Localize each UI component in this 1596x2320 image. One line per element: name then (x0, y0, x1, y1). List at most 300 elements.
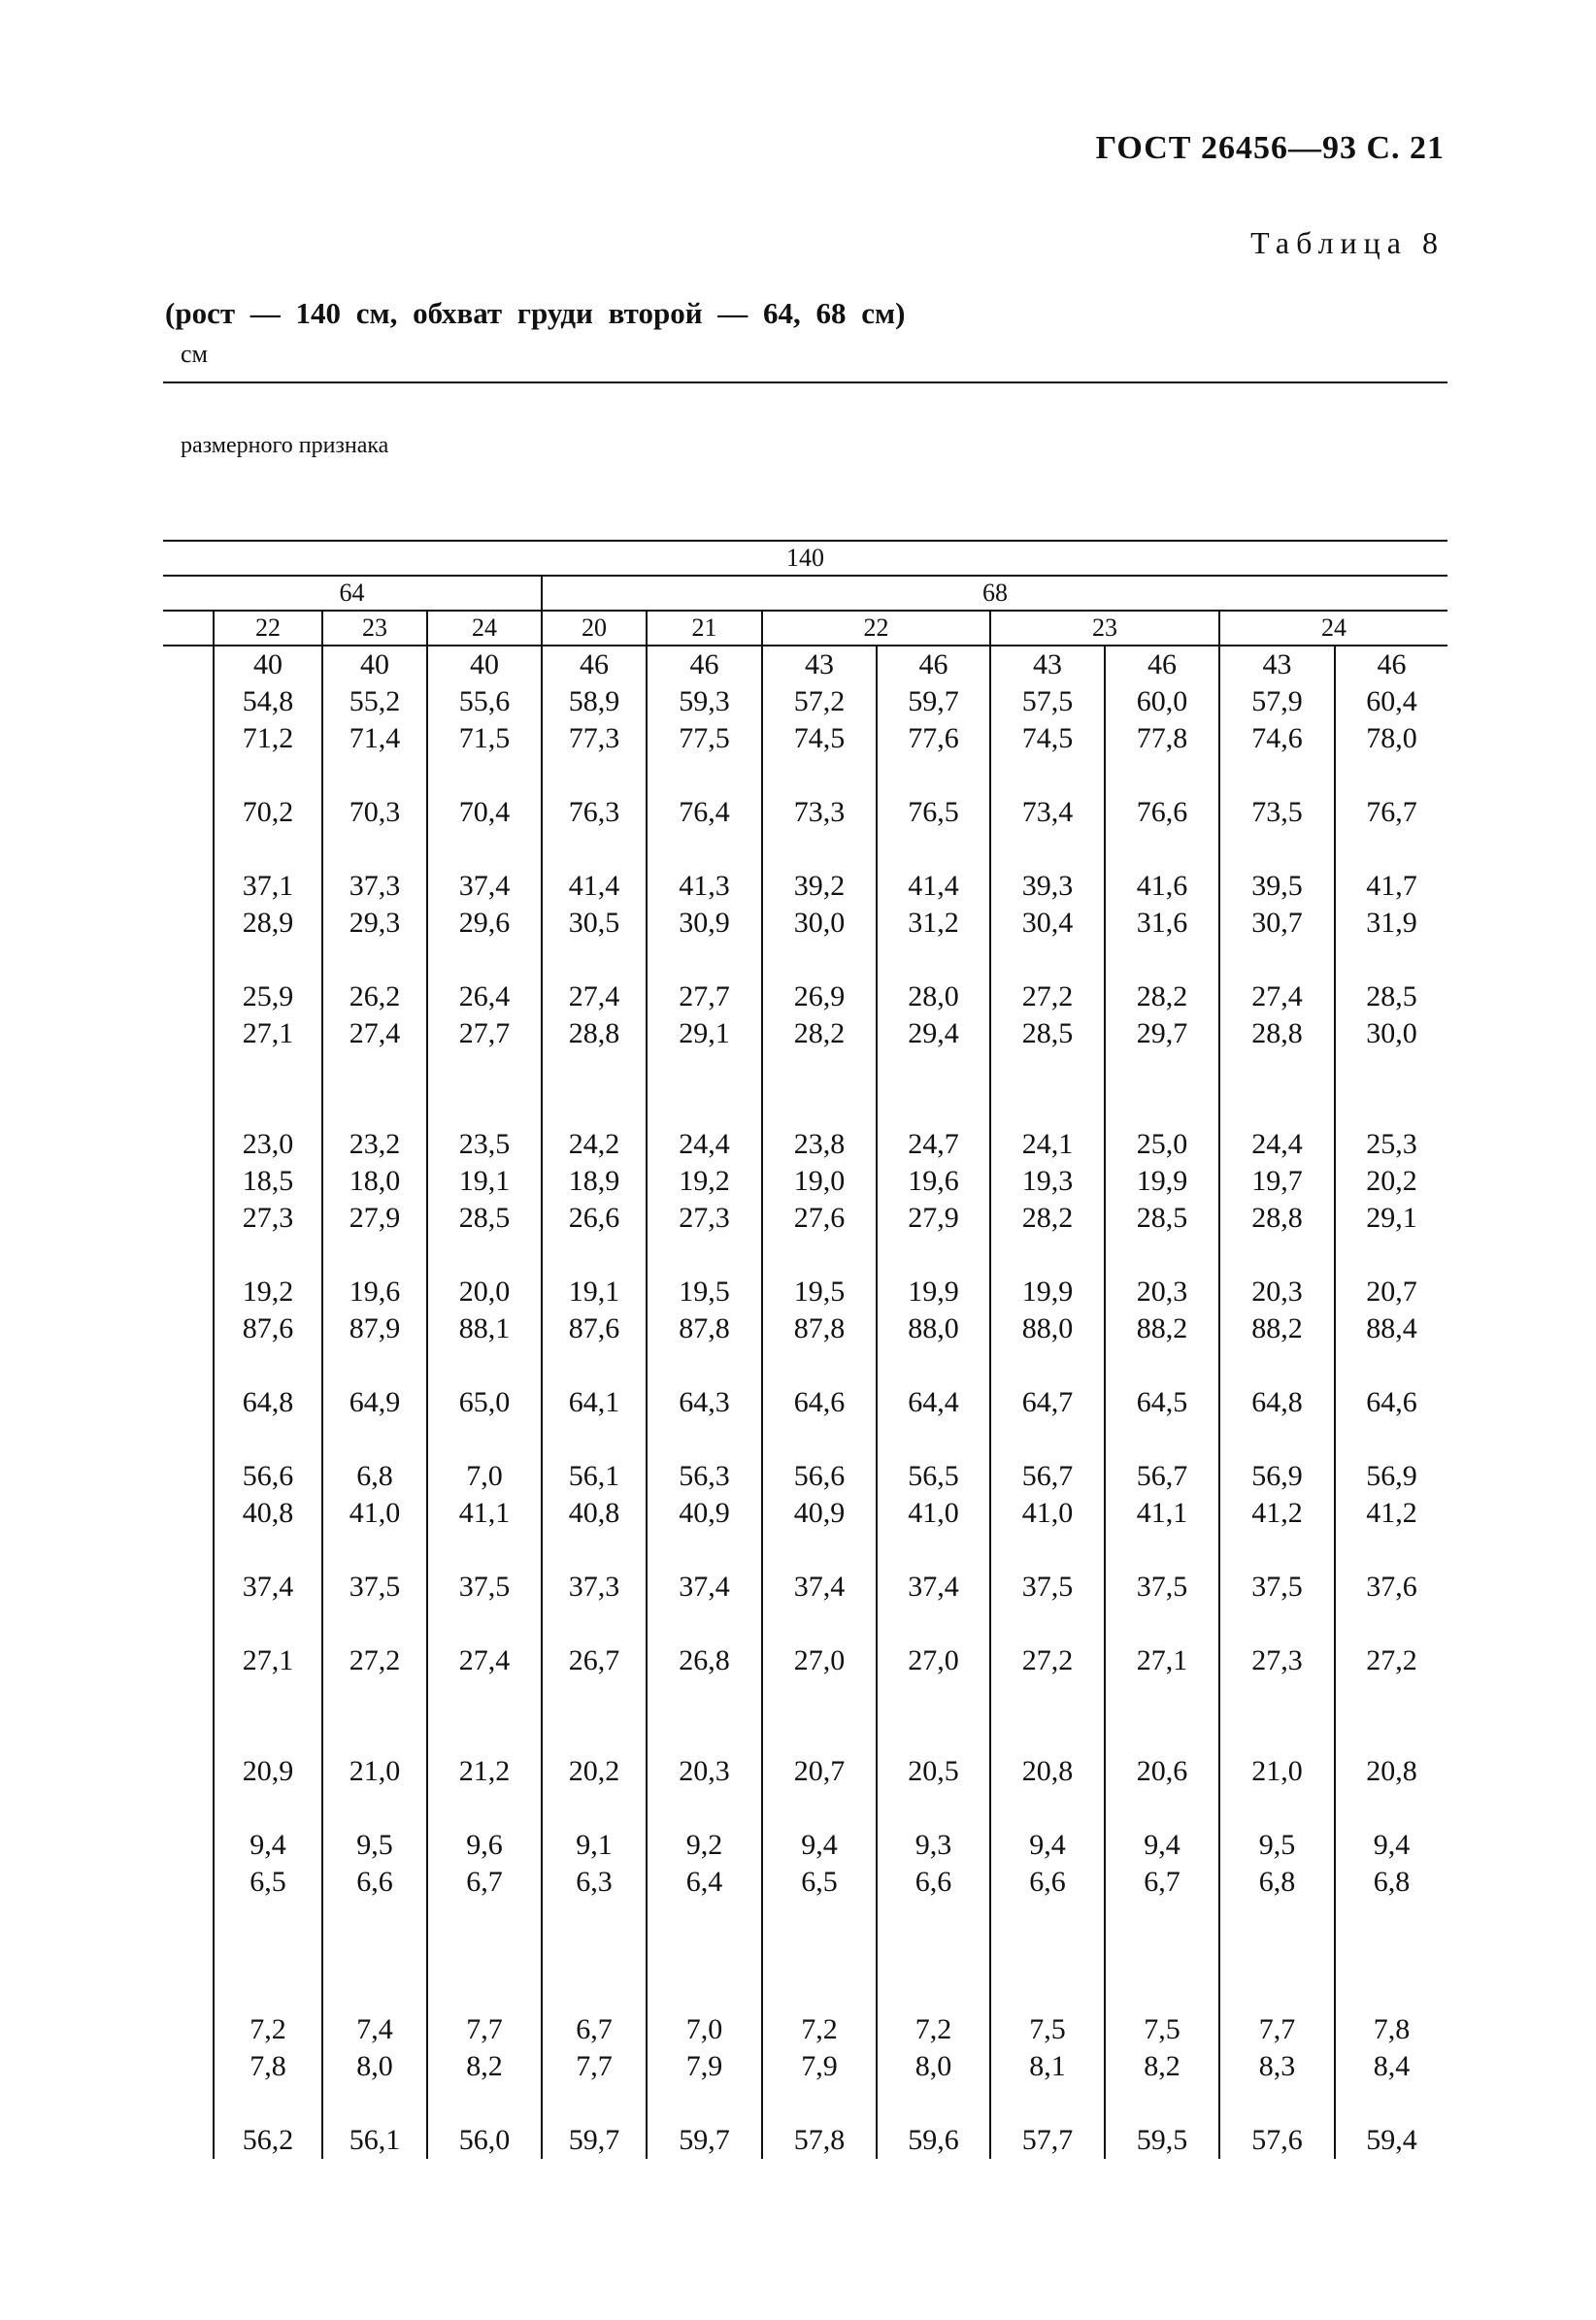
table-cell: 19,6 (877, 1163, 990, 1200)
table-cell (990, 1089, 1105, 1126)
indicator-cell (163, 1384, 214, 1421)
indicator-cell (163, 1606, 214, 1642)
table-cell (762, 1532, 877, 1569)
table-cell: 56,9 (1335, 1458, 1447, 1495)
indicator-cell (163, 1864, 214, 1901)
table-cell (427, 1606, 542, 1642)
table-cell: 73,3 (762, 794, 877, 831)
table-row (163, 1163, 1447, 1200)
table-cell: 37,3 (322, 868, 427, 905)
table-cell: 56,5 (877, 1458, 990, 1495)
table-cell (1105, 1938, 1219, 1974)
table-row (163, 1753, 1447, 1790)
table-cell: 6,8 (1335, 1864, 1447, 1901)
table-cell (1105, 1532, 1219, 1569)
table-cell: 20,2 (542, 1753, 647, 1790)
table-cell: 7,4 (322, 2011, 427, 2048)
table-cell (877, 1679, 990, 1716)
table-cell (322, 1901, 427, 1938)
table-cell (1219, 757, 1335, 794)
table-row (163, 868, 1447, 905)
table-cell: 27,6 (762, 1200, 877, 1237)
table-cell (1335, 1679, 1447, 1716)
table-cell: 37,4 (877, 1569, 990, 1606)
table-cell: 77,3 (542, 720, 647, 757)
table-spacer-row (163, 1089, 1447, 1126)
table-cell (1335, 757, 1447, 794)
table-cell: 7,9 (762, 2048, 877, 2085)
table-cell: 27,2 (322, 1642, 427, 1679)
table-cell: 7,0 (647, 2011, 762, 2048)
table-cell: 41,4 (877, 868, 990, 905)
table-cell: 46 (1335, 646, 1447, 683)
table-cell (1219, 1790, 1335, 1827)
table-cell: 28,8 (542, 1015, 647, 1052)
table-cell: 30,0 (762, 905, 877, 942)
indicator-cell (163, 1237, 214, 1274)
table-cell: 20,8 (990, 1753, 1105, 1790)
table-row (163, 720, 1447, 757)
table-cell (1335, 1532, 1447, 1569)
table-cell (1105, 1606, 1219, 1642)
table-cell: 9,4 (1105, 1827, 1219, 1864)
table-cell (647, 1938, 762, 1974)
table-cell: 29,7 (1105, 1015, 1219, 1052)
table-cell: 26,6 (542, 1200, 647, 1237)
table-cell: 7,0 (427, 1458, 542, 1495)
table-cell: 7,8 (1335, 2011, 1447, 2048)
table-cell: 19,9 (877, 1274, 990, 1310)
table-cell: 29,1 (647, 1015, 762, 1052)
table-cell: 30,7 (1219, 905, 1335, 942)
table-cell: 55,2 (322, 683, 427, 720)
table-cell: 8,3 (1219, 2048, 1335, 2085)
table-cell (877, 1901, 990, 1938)
table-cell: 27,1 (214, 1642, 322, 1679)
table-cell: 64,8 (1219, 1384, 1335, 1421)
table-cell (1219, 1938, 1335, 1974)
waist-header: 20 (542, 611, 647, 646)
indicator-cell (163, 757, 214, 794)
table-cell: 19,0 (762, 1163, 877, 1200)
table-cell: 29,6 (427, 905, 542, 942)
table-cell (990, 1237, 1105, 1274)
table-cell: 26,7 (542, 1642, 647, 1679)
table-cell (542, 1938, 647, 1974)
table-cell (762, 942, 877, 978)
table-cell (427, 2085, 542, 2122)
table-cell: 56,7 (1105, 1458, 1219, 1495)
table-cell: 37,4 (762, 1569, 877, 1606)
table-cell: 21,0 (1219, 1753, 1335, 1790)
indicator-cell (163, 942, 214, 978)
table-cell: 27,4 (322, 1015, 427, 1052)
table-cell (1219, 1974, 1335, 2011)
table-cell: 21,2 (427, 1753, 542, 1790)
table-cell: 9,5 (1219, 1827, 1335, 1864)
table-cell: 27,4 (427, 1642, 542, 1679)
table-spacer-row (163, 1237, 1447, 1274)
table-cell: 57,5 (990, 683, 1105, 720)
table-cell: 60,0 (1105, 683, 1219, 720)
table-cell (877, 831, 990, 868)
table-cell (1219, 1716, 1335, 1753)
table-cell: 27,3 (647, 1200, 762, 1237)
indicator-cell (163, 1421, 214, 1458)
table-cell: 88,0 (877, 1310, 990, 1347)
table-cell (1335, 1790, 1447, 1827)
table-cell (542, 1716, 647, 1753)
table-cell: 7,9 (647, 2048, 762, 2085)
table-cell: 28,5 (427, 1200, 542, 1237)
table-cell (427, 1901, 542, 1938)
indicator-cell (163, 1163, 214, 1200)
table-cell: 24,4 (1219, 1126, 1335, 1163)
table-cell (762, 1901, 877, 1938)
table-cell: 20,2 (1335, 1163, 1447, 1200)
table-cell: 56,3 (647, 1458, 762, 1495)
top-rule (163, 381, 1447, 383)
table-cell: 9,1 (542, 1827, 647, 1864)
table-cell: 6,5 (762, 1864, 877, 1901)
table-cell: 28,8 (1219, 1200, 1335, 1237)
table-cell: 6,6 (322, 1864, 427, 1901)
table-cell (542, 1052, 647, 1089)
indicator-cell (163, 1716, 214, 1753)
table-cell: 41,2 (1219, 1495, 1335, 1532)
table-cell (1335, 1089, 1447, 1126)
table-cell: 6,3 (542, 1864, 647, 1901)
table-cell: 6,5 (214, 1864, 322, 1901)
table-cell: 88,4 (1335, 1310, 1447, 1347)
table-cell (542, 1790, 647, 1827)
table-cell (647, 831, 762, 868)
waist-header: 21 (647, 611, 762, 646)
table-cell: 20,3 (647, 1753, 762, 1790)
table-cell: 30,0 (1335, 1015, 1447, 1052)
table-cell: 19,3 (990, 1163, 1105, 1200)
table-cell (214, 1052, 322, 1089)
table-cell (427, 831, 542, 868)
indicator-cell (163, 720, 214, 757)
indicator-cell (163, 1310, 214, 1347)
table-cell (427, 1421, 542, 1458)
table-cell (647, 1679, 762, 1716)
table-cell (877, 2085, 990, 2122)
table-cell: 59,7 (647, 2122, 762, 2159)
table-cell (762, 1790, 877, 1827)
table-cell: 7,2 (214, 2011, 322, 2048)
table-cell: 59,7 (542, 2122, 647, 2159)
table-cell (322, 1679, 427, 1716)
table-cell: 31,2 (877, 905, 990, 942)
indicator-cell (163, 1974, 214, 2011)
table-cell (322, 1347, 427, 1384)
table-cell: 37,4 (647, 1569, 762, 1606)
table-spacer-row (163, 1790, 1447, 1827)
table-cell: 25,0 (1105, 1126, 1219, 1163)
table-cell (1219, 1089, 1335, 1126)
table-cell: 56,6 (762, 1458, 877, 1495)
table-cell: 24,1 (990, 1126, 1105, 1163)
table-cell (1335, 1237, 1447, 1274)
table-row (163, 1310, 1447, 1347)
table-cell: 8,2 (427, 2048, 542, 2085)
table-cell: 6,4 (647, 1864, 762, 1901)
table-cell (1105, 1974, 1219, 2011)
table-cell: 25,9 (214, 978, 322, 1015)
table-cell (214, 831, 322, 868)
table-cell (647, 2085, 762, 2122)
table-cell (1219, 1347, 1335, 1384)
table-cell: 40,8 (542, 1495, 647, 1532)
table-cell (647, 757, 762, 794)
indicator-cell (163, 1679, 214, 1716)
indicator-cell (163, 794, 214, 831)
table-row (163, 1384, 1447, 1421)
table-cell (877, 1532, 990, 1569)
table-cell: 27,0 (877, 1642, 990, 1679)
table-cell (322, 1790, 427, 1827)
table-cell: 24,7 (877, 1126, 990, 1163)
table-cell (322, 1938, 427, 1974)
waist-header: 23 (990, 611, 1219, 646)
table-cell (214, 1532, 322, 1569)
table-cell (1219, 942, 1335, 978)
table-cell: 20,7 (1335, 1274, 1447, 1310)
table-cell: 74,5 (762, 720, 877, 757)
table-cell: 9,4 (990, 1827, 1105, 1864)
table-cell: 76,4 (647, 794, 762, 831)
table-cell (1219, 831, 1335, 868)
table-cell (214, 1716, 322, 1753)
table-cell: 7,2 (762, 2011, 877, 2048)
table-cell: 25,3 (1335, 1126, 1447, 1163)
table-cell (877, 1089, 990, 1126)
table-cell: 37,6 (1335, 1569, 1447, 1606)
table-cell (1105, 1421, 1219, 1458)
table-cell (322, 1606, 427, 1642)
table-cell (427, 1974, 542, 2011)
table-cell: 18,5 (214, 1163, 322, 1200)
table-cell (1335, 1052, 1447, 1089)
measurements-table (163, 540, 1447, 2159)
table-cell: 27,9 (322, 1200, 427, 1237)
table-cell (877, 1052, 990, 1089)
table-cell: 8,2 (1105, 2048, 1219, 2085)
table-cell: 19,1 (427, 1163, 542, 1200)
table-cell (1335, 831, 1447, 868)
table-row (163, 905, 1447, 942)
table-cell: 27,0 (762, 1642, 877, 1679)
table-cell: 27,1 (1105, 1642, 1219, 1679)
table-cell (877, 1938, 990, 1974)
table-cell: 9,6 (427, 1827, 542, 1864)
table-cell: 77,8 (1105, 720, 1219, 757)
table-cell (647, 1716, 762, 1753)
table-cell: 87,6 (214, 1310, 322, 1347)
table-cell (542, 1089, 647, 1126)
table-cell (214, 2085, 322, 2122)
table-cell (427, 1938, 542, 1974)
table-cell: 29,1 (1335, 1200, 1447, 1237)
table-spacer-row (163, 2085, 1447, 2122)
table-cell (1105, 1790, 1219, 1827)
chest-header-row (163, 576, 1447, 611)
table-cell (1335, 1716, 1447, 1753)
table-cell: 40 (322, 646, 427, 683)
indicator-cell (163, 1126, 214, 1163)
table-cell (1105, 1901, 1219, 1938)
table-spacer-row (163, 1052, 1447, 1089)
table-cell: 6,8 (322, 1458, 427, 1495)
table-row (163, 683, 1447, 720)
table-cell: 76,7 (1335, 794, 1447, 831)
table-cell: 74,5 (990, 720, 1105, 757)
table-cell: 76,6 (1105, 794, 1219, 831)
table-cell (322, 1237, 427, 1274)
waist-header: 24 (427, 611, 542, 646)
table-cell: 20,9 (214, 1753, 322, 1790)
table-cell (1335, 942, 1447, 978)
table-cell: 76,5 (877, 794, 990, 831)
table-spacer-row (163, 1938, 1447, 1974)
table-cell (647, 1089, 762, 1126)
table-cell (542, 1901, 647, 1938)
table-cell: 20,3 (1105, 1274, 1219, 1310)
indicator-cell (163, 1458, 214, 1495)
table-cell: 56,7 (990, 1458, 1105, 1495)
indicator-cell (163, 978, 214, 1015)
table-cell (542, 1606, 647, 1642)
table-cell (877, 1790, 990, 1827)
table-cell (542, 831, 647, 868)
table-cell: 70,4 (427, 794, 542, 831)
table-row (163, 2122, 1447, 2159)
table-cell (427, 1089, 542, 1126)
table-cell: 7,8 (214, 2048, 322, 2085)
table-cell (542, 1679, 647, 1716)
indicator-cell (163, 868, 214, 905)
table-cell: 9,4 (1335, 1827, 1447, 1864)
table-cell (427, 1052, 542, 1089)
table-cell: 76,3 (542, 794, 647, 831)
table-cell: 46 (542, 646, 647, 683)
table-cell (214, 1347, 322, 1384)
table-cell: 59,6 (877, 2122, 990, 2159)
indicator-cell (163, 1753, 214, 1790)
table-cell: 8,0 (322, 2048, 427, 2085)
table-cell (1219, 1237, 1335, 1274)
table-cell (1105, 1089, 1219, 1126)
table-cell: 40,9 (762, 1495, 877, 1532)
table-cell: 18,9 (542, 1163, 647, 1200)
table-cell: 23,8 (762, 1126, 877, 1163)
table-cell: 41,1 (427, 1495, 542, 1532)
table-cell: 73,4 (990, 794, 1105, 831)
indicator-cell (163, 2011, 214, 2048)
table-cell: 57,9 (1219, 683, 1335, 720)
table-cell (1335, 1938, 1447, 1974)
table-cell: 71,5 (427, 720, 542, 757)
table-cell (427, 1679, 542, 1716)
table-cell: 28,5 (1335, 978, 1447, 1015)
table-cell: 59,3 (647, 683, 762, 720)
table-cell: 28,8 (1219, 1015, 1335, 1052)
table-cell: 70,3 (322, 794, 427, 831)
indicator-cell (163, 683, 214, 720)
table-cell: 31,6 (1105, 905, 1219, 942)
indicator-cell (163, 1938, 214, 1974)
table-spacer-row (163, 1974, 1447, 2011)
table-cell: 28,5 (1105, 1200, 1219, 1237)
table-row (163, 1458, 1447, 1495)
indicator-cell (163, 2048, 214, 2085)
table-cell (762, 1679, 877, 1716)
table-label: Таблица 8 (1250, 225, 1445, 260)
table-cell: 71,4 (322, 720, 427, 757)
table-cell (877, 1974, 990, 2011)
table-cell (1105, 831, 1219, 868)
table-cell: 46 (877, 646, 990, 683)
table-cell: 24,2 (542, 1126, 647, 1163)
table-cell: 40,9 (647, 1495, 762, 1532)
height-header: 140 (163, 541, 1447, 576)
indicator-cell (163, 831, 214, 868)
table-cell (877, 757, 990, 794)
indicator-cell (163, 646, 214, 683)
waist-header: 24 (1219, 611, 1447, 646)
table-cell (1219, 1532, 1335, 1569)
indicator-cell (163, 1274, 214, 1310)
table-cell: 28,5 (990, 1015, 1105, 1052)
table-cell (214, 942, 322, 978)
table-spacer-row (163, 1901, 1447, 1938)
table-cell: 19,2 (647, 1163, 762, 1200)
table-cell: 43 (1219, 646, 1335, 683)
table-cell: 29,4 (877, 1015, 990, 1052)
table-cell: 37,5 (990, 1569, 1105, 1606)
table-cell (877, 1347, 990, 1384)
table-cell: 27,2 (1335, 1642, 1447, 1679)
table-cell: 8,1 (990, 2048, 1105, 2085)
table-cell (1219, 1606, 1335, 1642)
table-cell (214, 1237, 322, 1274)
table-cell: 40 (427, 646, 542, 683)
table-cell: 65,0 (427, 1384, 542, 1421)
table-cell: 9,2 (647, 1827, 762, 1864)
table-cell: 64,9 (322, 1384, 427, 1421)
table-cell: 87,8 (647, 1310, 762, 1347)
table-row (163, 1642, 1447, 1679)
table-cell (990, 1974, 1105, 2011)
table-cell (322, 942, 427, 978)
table-cell (214, 1901, 322, 1938)
table-cell (647, 1790, 762, 1827)
table-cell: 77,5 (647, 720, 762, 757)
table-cell: 30,5 (542, 905, 647, 942)
table-cell: 7,7 (1219, 2011, 1335, 2048)
table-cell (427, 1790, 542, 1827)
table-cell: 20,8 (1335, 1753, 1447, 1790)
table-cell: 20,3 (1219, 1274, 1335, 1310)
table-cell: 37,5 (1105, 1569, 1219, 1606)
table-cell: 43 (762, 646, 877, 683)
table-cell: 9,4 (214, 1827, 322, 1864)
table-cell: 41,0 (322, 1495, 427, 1532)
table-cell: 27,7 (427, 1015, 542, 1052)
table-cell: 87,8 (762, 1310, 877, 1347)
